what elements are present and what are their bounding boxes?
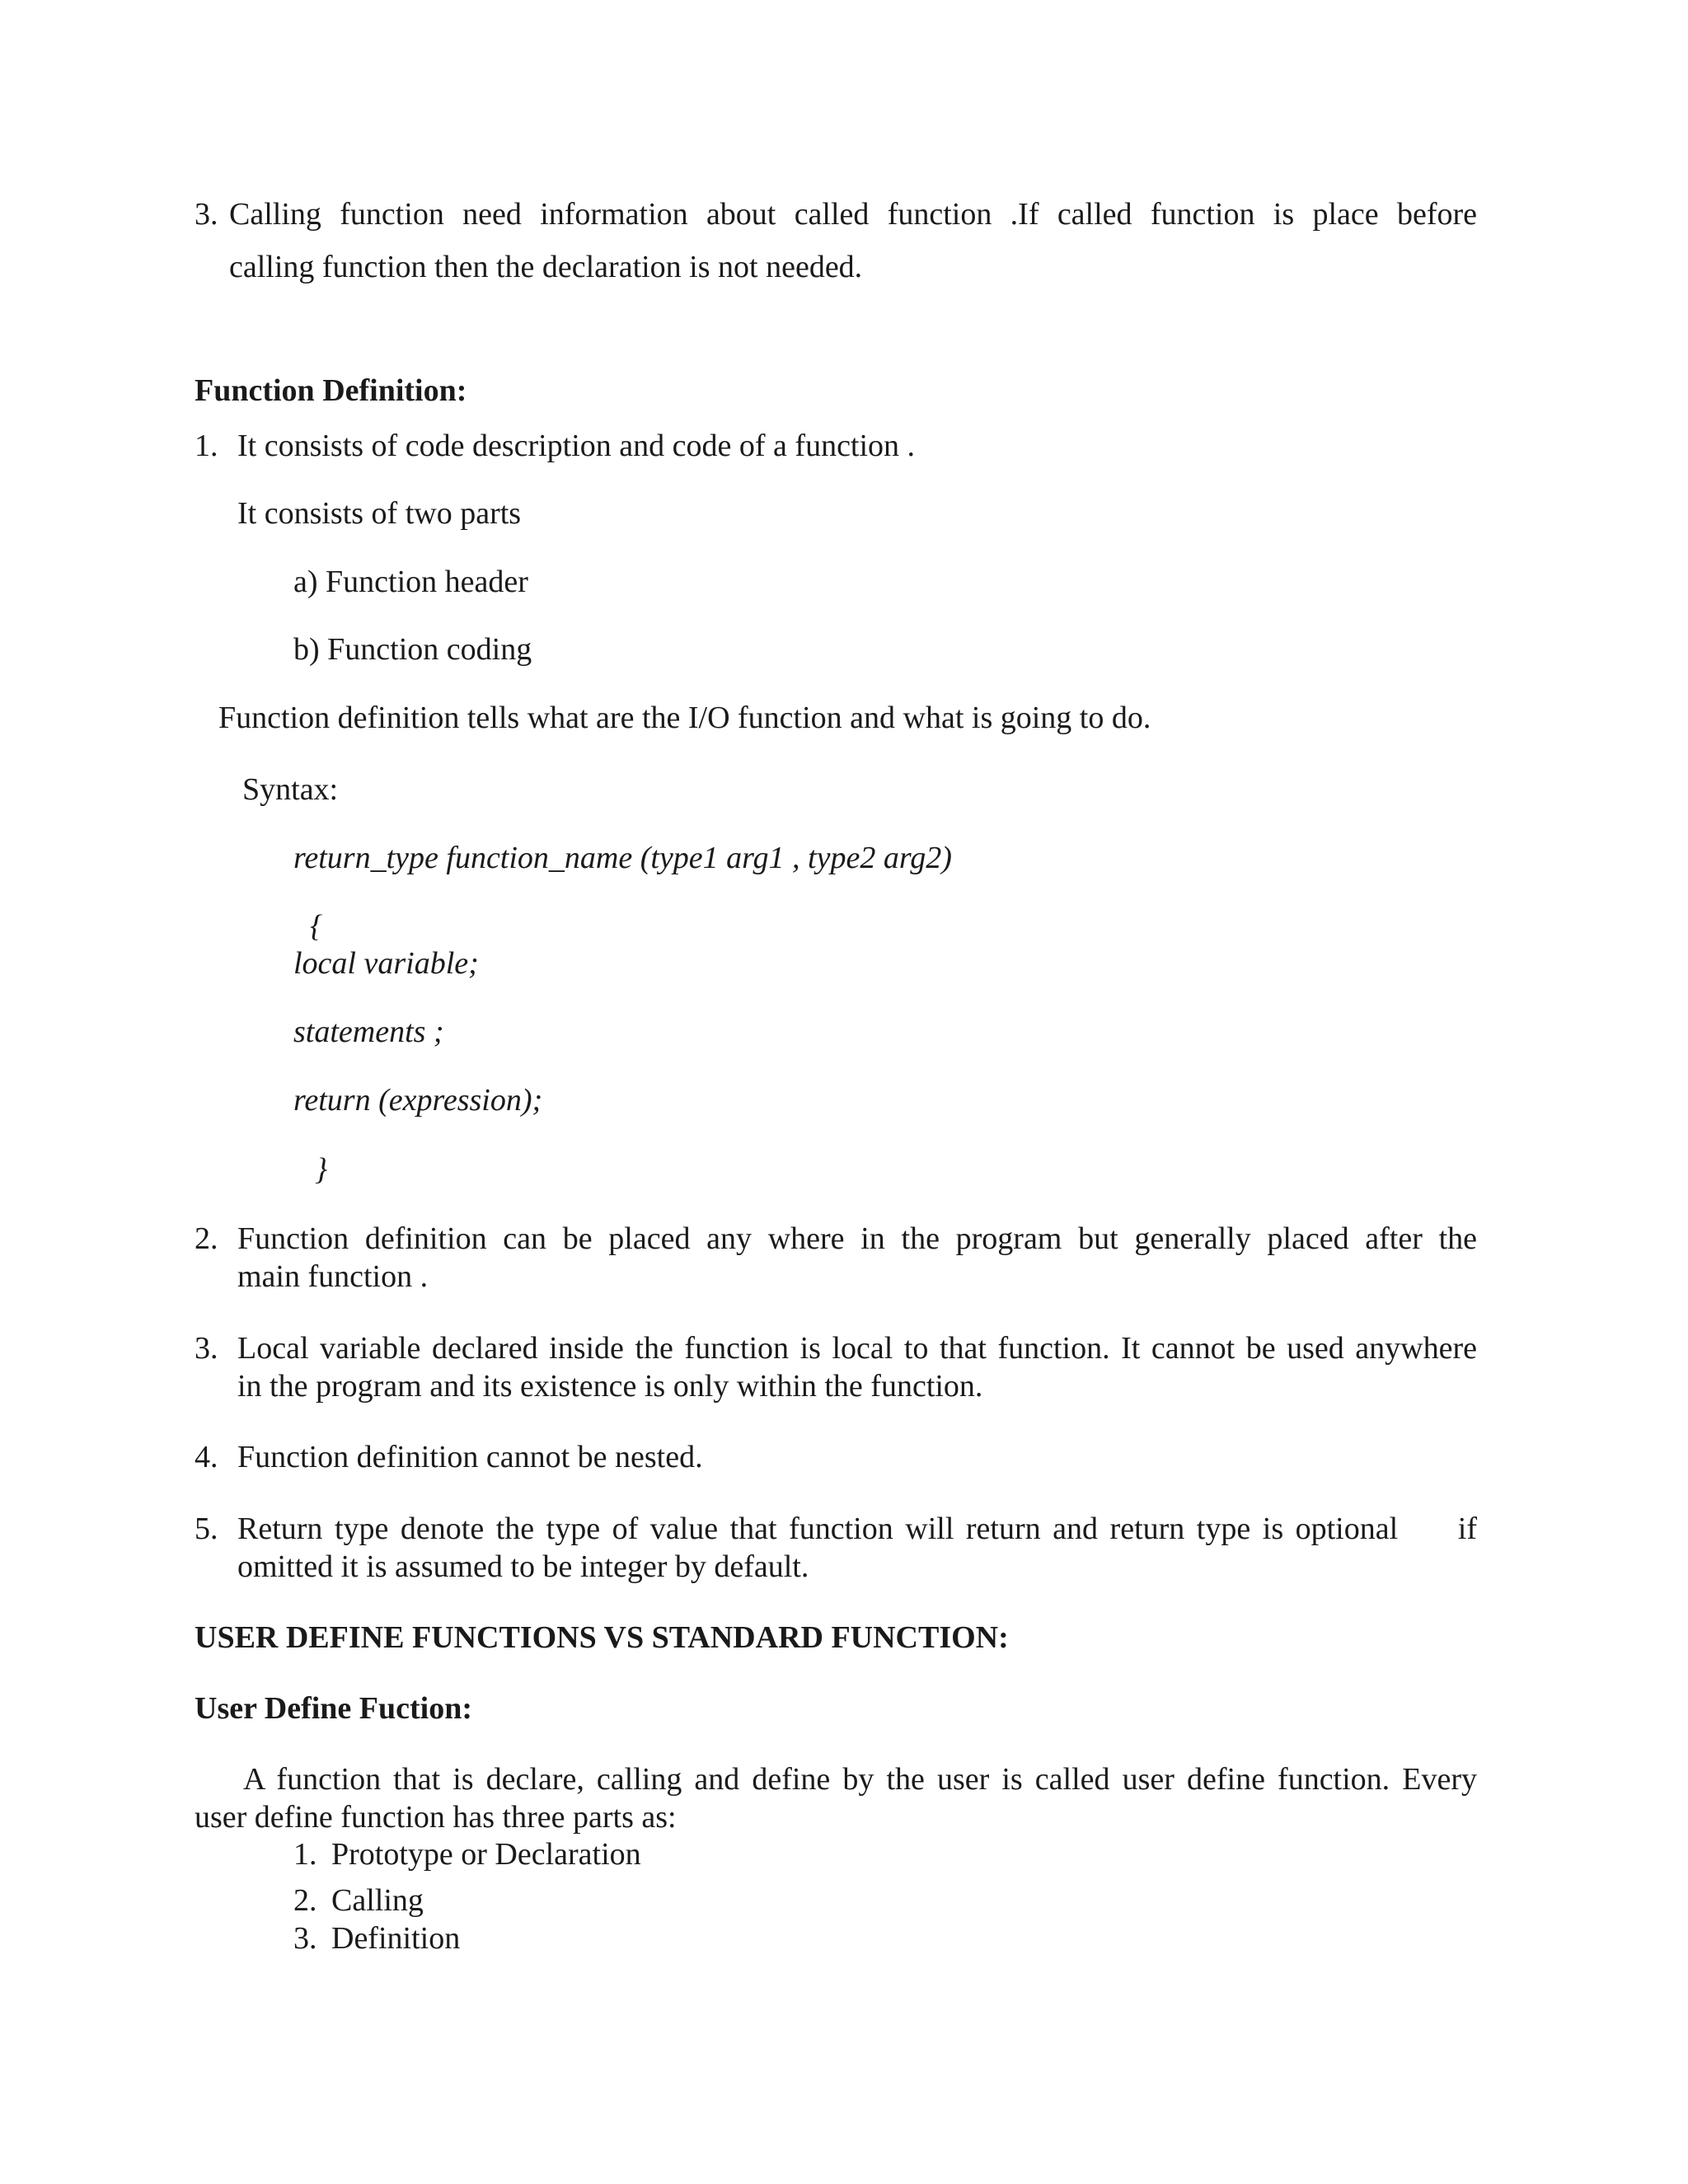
part-2-label: Calling (331, 1883, 424, 1918)
item-3-number: 3. (195, 197, 218, 232)
fd-point-5-number: 5. (195, 1511, 218, 1546)
part-3-label: Definition (331, 1921, 461, 1956)
fd-point-4-number: 4. (195, 1440, 218, 1474)
part-3-number: 3. (293, 1921, 317, 1956)
part-2-number: 2. (293, 1883, 317, 1918)
fd-point-3-line-1: Local variable declared inside the function is local to that function. It cannot be used anywhere (237, 1331, 1477, 1366)
fd-point-3-number: 3. (195, 1331, 218, 1366)
syntax-signature: return_type function_name (type1 arg1 , type2 arg2) (293, 841, 952, 875)
fd-point-2-line-1: Function definition can be placed any where in the program but generally placed after the (237, 1221, 1477, 1256)
fd-point-2-line-2: main function . (237, 1259, 429, 1294)
user-define-function-subheading: User Define Fuction: (195, 1691, 473, 1726)
fd-point-4-text: Function definition cannot be nested. (237, 1440, 703, 1474)
syntax-label: Syntax: (242, 772, 339, 807)
part-b-function-coding: b) Function coding (293, 632, 532, 667)
fd-point-2-number: 2. (195, 1221, 218, 1256)
user-define-para-line-2: user define function has three parts as: (195, 1800, 677, 1835)
part-a-function-header: a) Function header (293, 565, 528, 599)
fd-point-1-text: It consists of code description and code of a function . (237, 429, 916, 463)
syntax-local-variable: local variable; (293, 946, 479, 981)
syntax-return: return (expression); (293, 1083, 543, 1118)
two-parts-text: It consists of two parts (237, 496, 522, 531)
syntax-open-brace: { (310, 909, 323, 944)
user-define-para-line-1: A function that is declare, calling and define by the user is called user define function. Every (243, 1762, 1477, 1797)
syntax-close-brace: } (315, 1152, 328, 1187)
fd-point-5-line-2: omitted it is assumed to be integer by default. (237, 1549, 809, 1584)
part-1-label: Prototype or Declaration (331, 1837, 641, 1872)
part-1-number: 1. (293, 1837, 317, 1872)
item-3-line-2: calling function then the declaration is not needed. (229, 250, 863, 284)
syntax-statements: statements ; (293, 1015, 444, 1049)
function-definition-tells: Function definition tells what are the I/O function and what is going to do. (218, 701, 1151, 735)
fd-point-5-line-1: Return type denote the type of value that function will return and return type is optional if (237, 1511, 1477, 1546)
user-vs-standard-heading: USER DEFINE FUNCTIONS VS STANDARD FUNCTION: (195, 1620, 1009, 1655)
fd-point-1-number: 1. (195, 429, 218, 463)
fd-point-3-line-2: in the program and its existence is only within the function. (237, 1369, 983, 1404)
item-3-line-1: Calling function need information about called function .If called function is place before (229, 197, 1477, 232)
function-definition-heading: Function Definition: (195, 373, 467, 408)
